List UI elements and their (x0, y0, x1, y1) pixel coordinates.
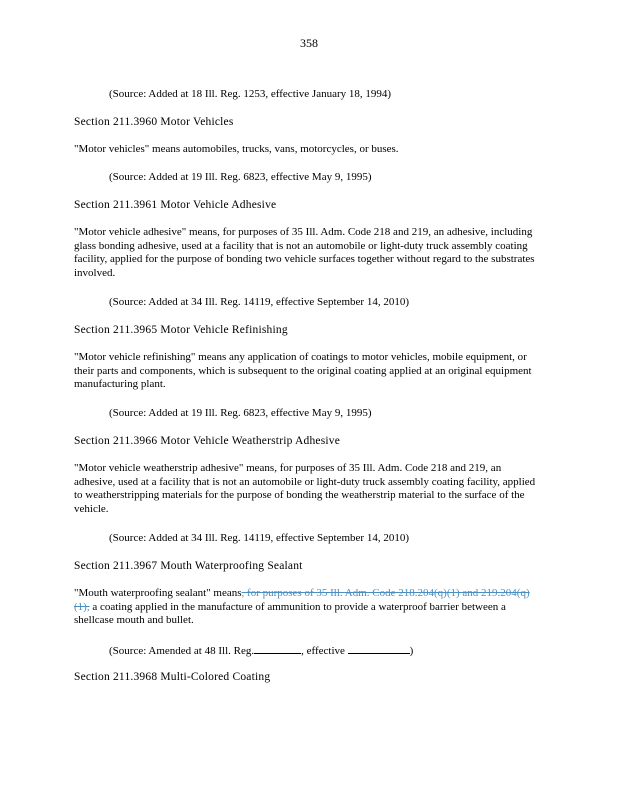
register-blank (254, 643, 301, 654)
section-heading: Section 211.3967 Mouth Waterproofing Sealant (74, 560, 303, 572)
section-heading: Section 211.3966 Motor Vehicle Weatherstrip Adhesive (74, 435, 341, 447)
struck-text: , for purposes of 35 Ill. Adm. Code 218.204(q)(1) and 219.204(q)(1), (74, 587, 530, 613)
amended-paragraph (74, 587, 544, 628)
amend-source-prefix: (Source: Amended at 48 Ill. Reg. (109, 645, 255, 657)
paragraph: "Motor vehicle weatherstrip adhesive" means, for purposes of 35 Ill. Adm. Code 218 and 219, an adhesive, used at a facility that is not an automobile or light-duty truck assembly coating facility, applied to weatherstripping materials for the purpose of bonding the weatherstrip material to the surface of the vehicle. (74, 462, 536, 515)
source-note: (Source: Added at 19 Ill. Reg. 6823, effective May 9, 1995) (109, 407, 372, 419)
source-note: (Source: Added at 34 Ill. Reg. 14119, effective September 14, 2010) (109, 296, 409, 308)
source-note: (Source: Added at 34 Ill. Reg. 14119, effective September 14, 2010) (109, 532, 409, 544)
paragraph: "Motor vehicles" means automobiles, trucks, vans, motorcycles, or buses. (74, 143, 399, 155)
paragraph: "Motor vehicle refinishing" means any application of coatings to motor vehicles, mobile equipment, or their parts and components, which is subsequent to the original coating applied at an original equipment manufacturing plant. (74, 351, 532, 390)
section-heading: Section 211.3960 Motor Vehicles (74, 116, 234, 128)
section-heading: Section 211.3961 Motor Vehicle Adhesive (74, 199, 277, 211)
source-note: (Source: Added at 18 Ill. Reg. 1253, effective January 18, 1994) (109, 88, 392, 100)
source-note: (Source: Added at 19 Ill. Reg. 6823, effective May 9, 1995) (109, 171, 372, 183)
amend-source-middle: , effective (301, 645, 348, 657)
amend-source-suffix: ) (409, 645, 414, 657)
paragraph: "Motor vehicle adhesive" means, for purposes of 35 Ill. Adm. Code 218 and 219, an adhesive, including glass bonding adhesive, used at a facility that is not an automobile or light-duty truck assembly coating facility, applied for the purpose of bonding two vehicle surfaces together without regard to the substrates involved. (74, 226, 535, 279)
section-heading: Section 211.3965 Motor Vehicle Refinishing (74, 324, 288, 336)
amendment-source-note (109, 643, 579, 659)
amended-lead: "Mouth waterproofing sealant" means (74, 587, 242, 599)
date-blank (348, 643, 410, 654)
section-heading: Section 211.3968 Multi-Colored Coating (74, 671, 271, 683)
page-number: 358 (300, 36, 318, 50)
amended-rest: a coating applied in the manufacture of ammunition to provide a waterproof barrier between a shellcase mouth and bullet. (74, 600, 506, 626)
